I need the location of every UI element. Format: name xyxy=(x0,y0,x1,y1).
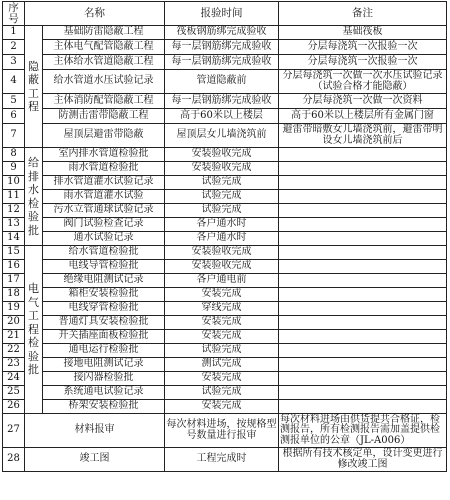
table-row xyxy=(3,344,447,358)
table-row xyxy=(3,109,447,124)
row-no: 5 xyxy=(3,94,25,109)
row-no: 22 xyxy=(3,344,25,358)
row-no: 6 xyxy=(3,109,25,124)
row-note xyxy=(279,148,447,162)
row-note xyxy=(279,344,447,358)
category-electrical: 电气工程检验批 xyxy=(25,246,43,414)
category-hidden-works: 隐蔽工程 xyxy=(25,26,43,148)
row-time: 安装验收完成 xyxy=(165,148,279,162)
row-note xyxy=(279,358,447,372)
row-name: 给水管道检验批 xyxy=(43,246,165,260)
row-time: 安装完成 xyxy=(165,316,279,330)
row-note: 根据所有技术核定单，设计变更进行修改竣工图 xyxy=(279,448,447,472)
row-no: 20 xyxy=(3,316,25,330)
row-time: 各户通水时 xyxy=(165,232,279,246)
row-name: 绝缘电阻测试记录 xyxy=(43,274,165,288)
row-note xyxy=(279,204,447,218)
row-note: 分层每浇筑一次报验一次 xyxy=(279,40,447,55)
row-note xyxy=(279,316,447,330)
row-name: 系统通电试验记录 xyxy=(43,386,165,400)
row-name: 普通灯具安装检验批 xyxy=(43,316,165,330)
row-time: 安装验收完成 xyxy=(165,246,279,260)
row-time: 每一层钢筋绑完成验收 xyxy=(165,40,279,55)
row-name: 污水立管通球试验记录 xyxy=(43,204,165,218)
table-row xyxy=(3,358,447,372)
row-time: 试验完成 xyxy=(165,176,279,190)
table-row xyxy=(3,162,447,176)
table-row xyxy=(3,70,447,94)
row-no: 16 xyxy=(3,260,25,274)
table-row xyxy=(3,330,447,344)
row-name: 开关插座面板检验批 xyxy=(43,330,165,344)
row-name: 给水管道水压试验记录 xyxy=(43,70,165,94)
row-no: 19 xyxy=(3,302,25,316)
row-no: 10 xyxy=(3,176,25,190)
row-note xyxy=(279,274,447,288)
table-row xyxy=(3,274,447,288)
row-name: 阀门试验检查记录 xyxy=(43,218,165,232)
table-row xyxy=(3,288,447,302)
row-no: 12 xyxy=(3,204,25,218)
row-name: 主体消防配管隐蔽工程 xyxy=(43,94,165,109)
row-note xyxy=(279,176,447,190)
table-row xyxy=(3,55,447,70)
row-name: 防测击雷带隐蔽工程 xyxy=(43,109,165,124)
row-note xyxy=(279,372,447,386)
row-time: 穿线完成 xyxy=(165,302,279,316)
header-row xyxy=(3,2,447,26)
row-note xyxy=(279,218,447,232)
row-no: 18 xyxy=(3,288,25,302)
row-note xyxy=(279,288,447,302)
table-row xyxy=(3,40,447,55)
table-row xyxy=(3,302,447,316)
row-note: 基础筏板 xyxy=(279,26,447,40)
row-no: 11 xyxy=(3,190,25,204)
row-no: 2 xyxy=(3,40,25,55)
row-time: 安装验收完成 xyxy=(165,260,279,274)
header-name: 名称 xyxy=(25,2,165,26)
row-note xyxy=(279,232,447,246)
row-name: 雨水管道检验批 xyxy=(43,162,165,176)
row-name: 桥架安装检验批 xyxy=(43,400,165,414)
table-row xyxy=(3,260,447,274)
row-no: 13 xyxy=(3,218,25,232)
row-note xyxy=(279,302,447,316)
table-row xyxy=(3,204,447,218)
row-no: 27 xyxy=(3,414,25,448)
table-row xyxy=(3,414,447,448)
row-name: 电线穿管检验批 xyxy=(43,302,165,316)
inspection-schedule-table xyxy=(2,1,447,472)
table-row xyxy=(3,372,447,386)
row-time: 管道隐蔽前 xyxy=(165,70,279,94)
row-name: 电线导管检验批 xyxy=(43,260,165,274)
row-time: 试验完成 xyxy=(165,190,279,204)
row-no: 9 xyxy=(3,162,25,176)
row-name: 主体给水管道隐蔽工程 xyxy=(43,55,165,70)
row-note xyxy=(279,246,447,260)
table-row xyxy=(3,218,447,232)
row-name: 材料报审 xyxy=(25,414,165,448)
row-time: 各户通电前 xyxy=(165,274,279,288)
table-row xyxy=(3,176,447,190)
row-time: 筏板钢筋绑完成验收 xyxy=(165,26,279,40)
table-row xyxy=(3,190,447,204)
row-name: 通电运行检验批 xyxy=(43,344,165,358)
table-row xyxy=(3,26,447,40)
row-note: 分层每浇筑一次做一次水压试验记录（试验合格才能隐蔽） xyxy=(279,70,447,94)
row-time: 测试完成 xyxy=(165,358,279,372)
row-note: 高于60米以上楼层所有金属门窗 xyxy=(279,109,447,124)
row-note xyxy=(279,330,447,344)
row-time: 试验完成 xyxy=(165,386,279,400)
row-no: 26 xyxy=(3,400,25,414)
table-row xyxy=(3,448,447,472)
row-note: 分层每浇筑一次报验一次 xyxy=(279,55,447,70)
row-name: 基础防雷隐蔽工程 xyxy=(43,26,165,40)
row-time: 屋顶层女儿墙浇筑前 xyxy=(165,124,279,148)
table-row xyxy=(3,386,447,400)
header-note: 备注 xyxy=(279,2,447,26)
row-time: 试验完成 xyxy=(165,344,279,358)
header-time: 报验时间 xyxy=(165,2,279,26)
table-row xyxy=(3,246,447,260)
row-name: 排水管道灌水试验记录 xyxy=(43,176,165,190)
row-no: 15 xyxy=(3,246,25,260)
row-name: 箱柜安装检验批 xyxy=(43,288,165,302)
row-note xyxy=(279,386,447,400)
row-name: 接地电阻测试记录 xyxy=(43,358,165,372)
row-no: 24 xyxy=(3,372,25,386)
row-note: 避雷带暗敷女儿墙浇筑前，避雷带明设女儿墙浇筑前后 xyxy=(279,124,447,148)
row-name: 接闪器检验批 xyxy=(43,372,165,386)
row-no: 7 xyxy=(3,124,25,148)
row-no: 14 xyxy=(3,232,25,246)
row-name: 通水试验记录 xyxy=(43,232,165,246)
row-note: 分层每浇筑一次做一次资料 xyxy=(279,94,447,109)
row-no: 4 xyxy=(3,70,25,94)
row-no: 8 xyxy=(3,148,25,162)
row-note xyxy=(279,400,447,414)
row-note xyxy=(279,260,447,274)
row-no: 3 xyxy=(3,55,25,70)
row-time: 安装完成 xyxy=(165,400,279,414)
table-row xyxy=(3,148,447,162)
row-note xyxy=(279,190,447,204)
row-no: 25 xyxy=(3,386,25,400)
row-name: 竣工图 xyxy=(25,448,165,472)
row-name: 主体电气配管隐蔽工程 xyxy=(43,40,165,55)
table-row xyxy=(3,232,447,246)
row-no: 1 xyxy=(3,26,25,40)
row-time: 各户通水时 xyxy=(165,218,279,232)
row-no: 28 xyxy=(3,448,25,472)
row-time: 安装验收完成 xyxy=(165,162,279,176)
row-time: 工程完成时 xyxy=(165,448,279,472)
header-no: 序号 xyxy=(3,2,25,26)
table-row xyxy=(3,400,447,414)
table-row xyxy=(3,94,447,109)
row-time: 每一层钢筋绑完成验收 xyxy=(165,94,279,109)
row-time: 试验完成 xyxy=(165,204,279,218)
row-no: 17 xyxy=(3,274,25,288)
row-time: 每次材料进场，按规格型号数量进行报审 xyxy=(165,414,279,448)
table-row xyxy=(3,316,447,330)
row-note xyxy=(279,162,447,176)
category-water-drainage: 给排水检验批 xyxy=(25,148,43,246)
row-time: 安装完成 xyxy=(165,372,279,386)
row-time: 安装完成 xyxy=(165,330,279,344)
row-no: 23 xyxy=(3,358,25,372)
row-time: 高于60米以上楼层 xyxy=(165,109,279,124)
row-time: 每一层钢筋绑完成验收 xyxy=(165,55,279,70)
row-name: 室内排水管道检验批 xyxy=(43,148,165,162)
row-time: 安装完成 xyxy=(165,288,279,302)
row-name: 雨水管道灌水试验 xyxy=(43,190,165,204)
row-note: 每次材料进场由供货提共合格证，检测报告，所有检测报告需加盖提供检测报单位的公章（JL-A006） xyxy=(279,414,447,448)
row-no: 21 xyxy=(3,330,25,344)
row-name: 屋顶层避雷带隐蔽 xyxy=(43,124,165,148)
table-row xyxy=(3,124,447,148)
